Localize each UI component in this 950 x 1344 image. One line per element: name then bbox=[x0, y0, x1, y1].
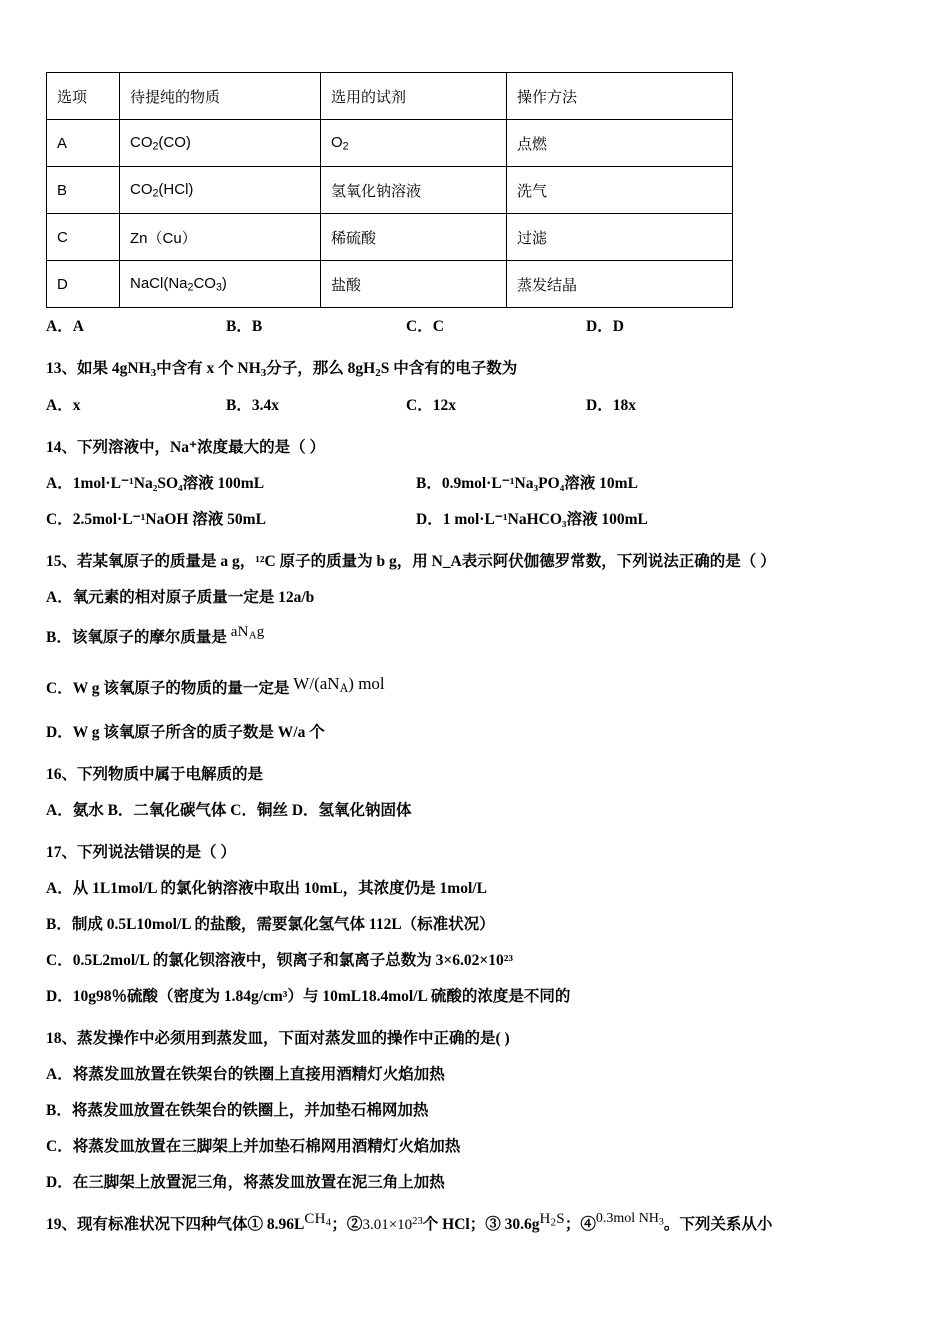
table-cell-option: D bbox=[47, 261, 120, 308]
table-cell-substance: $CO_2(HCl)$ bbox=[120, 167, 321, 214]
table-row bbox=[47, 214, 733, 261]
q19-part-3: 个 HCl；③ 30.6g bbox=[422, 1216, 540, 1234]
q12-option-a: A．A bbox=[46, 318, 84, 335]
table-cell-substance: $NaCl(Na_2CO_3)$ bbox=[120, 261, 321, 308]
q14-option-b: B．0.9mol·L⁻¹Na₃PO₄溶液 10mL bbox=[416, 474, 638, 492]
table-row bbox=[47, 261, 733, 308]
table-cell-method: 点燃 bbox=[507, 120, 733, 167]
q13-option-a: A．x bbox=[46, 396, 81, 414]
q14-option-d: D．1 mol·L⁻¹NaHCO₃溶液 100mL bbox=[416, 510, 648, 528]
q13-text-d: S 中含有的电子数为 bbox=[380, 360, 518, 377]
table-header-cell: 待提纯的物质 bbox=[120, 73, 321, 120]
table-header-cell: 选项 bbox=[47, 73, 120, 120]
table-cell-substance: Zn（Cu） bbox=[120, 214, 321, 261]
q15-stem: 15、若某氧原子的质量是 a g，¹²C 原子的质量为 b g，用 N_A表示阿伏伽德罗常数，下列说法正确的是（ ） bbox=[46, 552, 776, 570]
q14-options-row1 bbox=[46, 471, 902, 493]
table-cell-option: A bbox=[47, 120, 120, 167]
q15-option-b-formula: $aN_Ag$ bbox=[230, 623, 265, 642]
q18-option-b: B．将蒸发皿放置在铁架台的铁圈上，并加垫石棉网加热 bbox=[46, 1102, 429, 1120]
q14-options-row2 bbox=[46, 507, 902, 529]
q17-option-c: C．0.5L2mol/L 的氯化钡溶液中，钡离子和氯离子总数为 3×6.02×10²³ bbox=[46, 952, 513, 970]
q13-option-b: B．3.4x bbox=[226, 396, 279, 414]
q19-part-2: ；② bbox=[331, 1216, 363, 1234]
q15-option-b-text: B．该氧原子的摩尔质量是 bbox=[46, 628, 227, 646]
q15-option-c-formula: $W/(aN_A)$ mol bbox=[293, 673, 385, 695]
q13-text-a: 如果 4gNH bbox=[77, 360, 151, 377]
q16-stem: 16、下列物质中属于电解质的是 bbox=[46, 766, 264, 784]
q17-option-d: D．10g98％硫酸（密度为 1.84g/cm³）与 10mL18.4mol/L 硫酸的浓度是不同的 bbox=[46, 988, 571, 1006]
table-cell-reagent: 稀硫酸 bbox=[321, 214, 507, 261]
table-row bbox=[47, 167, 733, 214]
table-header-row bbox=[47, 73, 733, 120]
q14-option-a: A．1mol·L⁻¹Na₂SO₄溶液 100mL bbox=[46, 474, 265, 492]
q19-number: 19、 bbox=[46, 1216, 78, 1234]
table-cell-method: 洗气 bbox=[507, 167, 733, 214]
table-cell-substance: $CO_2(CO)$ bbox=[120, 120, 321, 167]
q19-formula-number: $3.01\times 10^{23}$ bbox=[362, 1216, 423, 1234]
table-cell-option: B bbox=[47, 167, 120, 214]
q18-stem: 18、蒸发操作中必须用到蒸发皿，下面对蒸发皿的操作中正确的是( ) bbox=[46, 1030, 510, 1048]
q13-number: 13、 bbox=[46, 360, 78, 377]
q14-option-c: C．2.5mol·L⁻¹NaOH 溶液 50mL bbox=[46, 510, 266, 528]
q19-part-1: 现有标准状况下四种气体① 8.96L bbox=[77, 1216, 305, 1234]
table-cell-reagent: $O_2$ bbox=[321, 120, 507, 167]
q19-formula-nh3: 0.3mol $NH_3$ bbox=[595, 1211, 664, 1228]
q12-option-b: B．B bbox=[226, 318, 263, 335]
table-cell-reagent: 氢氧化钠溶液 bbox=[321, 167, 507, 214]
table-cell-method: 过滤 bbox=[507, 214, 733, 261]
q18-option-a: A．将蒸发皿放置在铁架台的铁圈上直接用酒精灯火焰加热 bbox=[46, 1066, 445, 1084]
table-cell-option: C bbox=[47, 214, 120, 261]
table-header-cell: 操作方法 bbox=[507, 73, 733, 120]
table-cell-method: 蒸发结晶 bbox=[507, 261, 733, 308]
table-cell-reagent: 盐酸 bbox=[321, 261, 507, 308]
q19-stem bbox=[46, 1212, 902, 1235]
q13-option-d: D．18x bbox=[586, 396, 636, 414]
q13-text-b: 中含有 x 个 NH bbox=[156, 360, 261, 377]
q12-option-d: D．D bbox=[586, 318, 624, 335]
q15-option-d: D．W g 该氧原子所含的质子数是 W/a 个 bbox=[46, 724, 325, 742]
q17-option-b: B．制成 0.5L10mol/L 的盐酸，需要氯化氢气体 112L（标准状况） bbox=[46, 916, 495, 934]
q19-formula-h2s: $H_2S$ bbox=[539, 1211, 565, 1229]
q13-options bbox=[46, 393, 902, 415]
q14-stem: 14、下列溶液中，Na⁺浓度最大的是（ ） bbox=[46, 438, 326, 456]
q19-part-4: ；④ bbox=[564, 1216, 596, 1234]
table-row bbox=[47, 120, 733, 167]
q12-options bbox=[46, 314, 902, 336]
q12-option-c: C．C bbox=[406, 318, 444, 335]
q15-option-c bbox=[46, 669, 902, 706]
q17-stem: 17、下列说法错误的是（ ） bbox=[46, 844, 236, 862]
q13-option-c: C．12x bbox=[406, 396, 456, 414]
q13-stem: 13、如果 4gNH$_3$中含有 x 个 $NH_3$分子，那么 $8gH_2S$ 中含有的电子数为 bbox=[46, 360, 518, 379]
q17-option-a: A．从 1L1mol/L 的氯化钠溶液中取出 10mL，其浓度仍是 1mol/L bbox=[46, 880, 487, 898]
q15-option-a: A．氧元素的相对原子质量一定是 12a/b bbox=[46, 588, 315, 606]
q19-part-5: 。下列关系从小 bbox=[663, 1216, 773, 1234]
purification-table bbox=[46, 72, 733, 308]
q18-option-d: D．在三脚架上放置泥三角，将蒸发皿放置在泥三角上加热 bbox=[46, 1174, 445, 1192]
q15-option-c-text: C．W g 该氧原子的物质的量一定是 bbox=[46, 679, 290, 697]
q19-formula-ch4: $CH_4$ bbox=[304, 1211, 332, 1229]
q15-option-b bbox=[46, 621, 902, 655]
table-header-cell: 选用的试剂 bbox=[321, 73, 507, 120]
q16-options: A．氨水 B．二氧化碳气体 C．铜丝 D．氢氧化钠固体 bbox=[46, 802, 412, 820]
q18-option-c: C．将蒸发皿放置在三脚架上并加垫石棉网用酒精灯火焰加热 bbox=[46, 1138, 461, 1156]
q13-text-c: 分子，那么 8gH bbox=[266, 360, 376, 377]
